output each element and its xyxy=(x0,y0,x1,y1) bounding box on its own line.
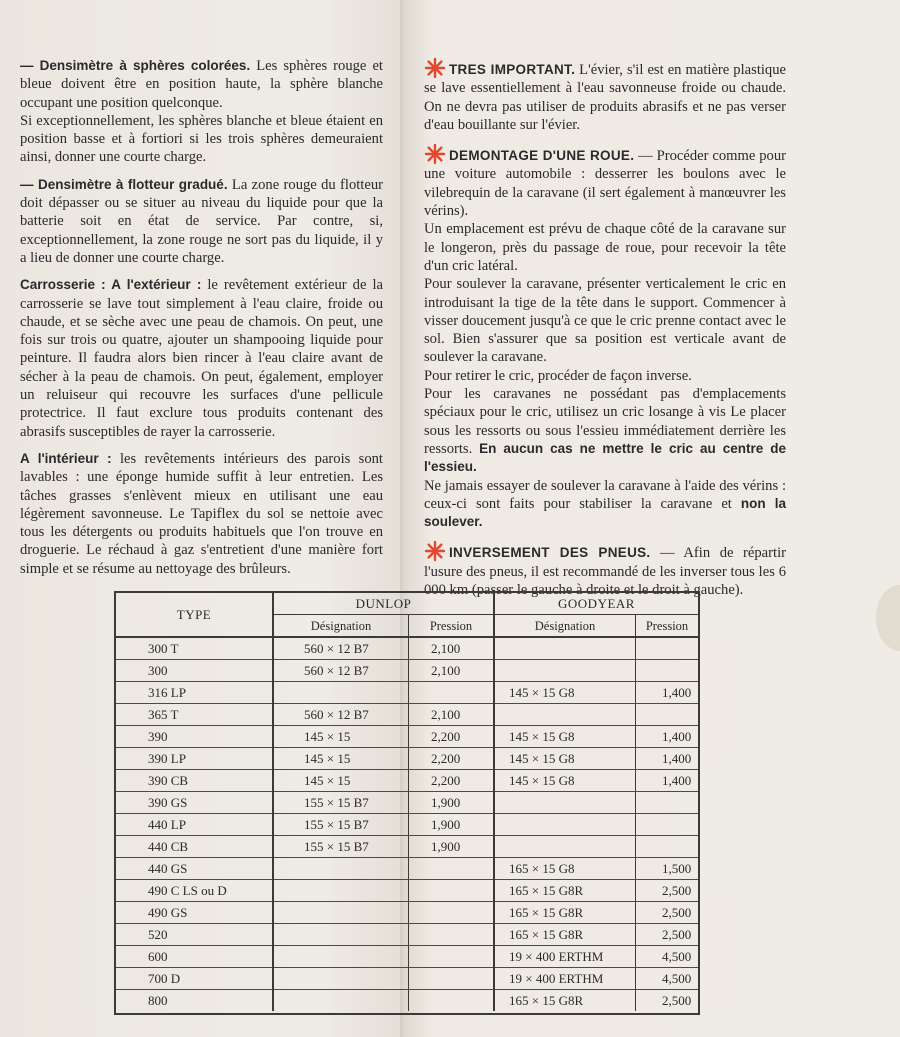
goodyear-pressure-cell xyxy=(636,637,699,660)
table-row xyxy=(116,880,698,902)
table-row xyxy=(116,946,698,968)
goodyear-designation-cell xyxy=(494,814,636,836)
type-cell: 440 CB xyxy=(116,836,273,858)
dunlop-designation-cell xyxy=(273,924,409,946)
dunlop-designation-cell: 145 × 15 xyxy=(273,726,409,748)
dunlop-designation-cell xyxy=(273,968,409,990)
type-cell: 800 xyxy=(116,990,273,1012)
dunlop-header: DUNLOP xyxy=(273,593,494,615)
goodyear-designation-cell: 19 × 400 ERTHM xyxy=(494,968,636,990)
dunlop-designation-cell xyxy=(273,682,409,704)
stabilizer-warning: non la soulever. xyxy=(424,495,786,530)
type-cell: 316 LP xyxy=(116,682,273,704)
dunlop-pressure-cell xyxy=(409,682,495,704)
dunlop-pressure-cell xyxy=(409,968,495,990)
dunlop-designation-cell: 560 × 12 B7 xyxy=(273,704,409,726)
goodyear-designation-cell: 145 × 15 G8 xyxy=(494,748,636,770)
stabilizer-text: Ne jamais essayer de soulever la caravane à l'aide des vérins : ceux-ci sont faits pour stabiliser la caravane et xyxy=(424,477,786,512)
table-row xyxy=(116,726,698,748)
diamond-jack-text: Pour les caravanes ne possédant pas d'emplacements spéciaux pour le cric, utilisez un cric losange à vis Le placer sous les ressorts ou sous l'essieu immédiatement derrière les ressorts. xyxy=(424,386,786,457)
dunlop-pressure-cell: 2,100 xyxy=(409,637,495,660)
goodyear-pressure-cell xyxy=(636,814,699,836)
goodyear-pressure-cell xyxy=(636,836,699,858)
goodyear-pressure-cell xyxy=(636,660,699,682)
table-row xyxy=(116,637,698,660)
type-cell: 390 CB xyxy=(116,770,273,792)
dunlop-designation-cell xyxy=(273,990,409,1012)
diamond-jack-warning: En aucun cas ne mettre le cric au centre de l'essieu. xyxy=(424,440,786,475)
goodyear-designation-cell: 145 × 15 G8 xyxy=(494,770,636,792)
goodyear-pressure-header: Pression xyxy=(636,615,699,638)
sink-heading: TRES IMPORTANT. xyxy=(449,62,576,77)
hydrometer-float-text: La zone rouge du flotteur doit dépasser ou se situer au niveau du liquide pour que la batterie soit en état de service. Par contre, si, exceptionnellement, la zone rouge ne sort pas du liquide, il y a lieu de donner une courte charge. xyxy=(20,176,384,266)
dunlop-pressure-cell: 2,100 xyxy=(409,704,495,726)
dunlop-pressure-header: Pression xyxy=(409,615,495,638)
dunlop-designation-cell: 560 × 12 B7 xyxy=(273,660,409,682)
type-cell: 490 C LS ou D xyxy=(116,880,273,902)
dunlop-pressure-cell xyxy=(409,858,495,880)
asterisk-star-icon xyxy=(424,143,446,165)
tyre-table xyxy=(114,591,700,1015)
type-cell: 440 GS xyxy=(116,858,273,880)
goodyear-designation-cell: 145 × 15 G8 xyxy=(494,682,636,704)
dunlop-designation-cell: 560 × 12 B7 xyxy=(273,637,409,660)
jack-lifting-text: Pour soulever la caravane, présenter verticalement le cric en introduisant la tige de la tête dans le support. Commencer à visser doucement jusqu'à ce que le cric prenne contact avec le sol. Bien s'assurer que sa position est verticale avant de soulever la caravane. xyxy=(424,276,786,366)
goodyear-pressure-cell xyxy=(636,792,699,814)
goodyear-pressure-cell: 1,400 xyxy=(636,770,699,792)
table-row xyxy=(116,968,698,990)
exterior-body-paragraph xyxy=(20,276,383,441)
hydrometer-spheres-heading: — Densimètre à sphères colorées. xyxy=(20,58,251,73)
goodyear-pressure-cell: 1,500 xyxy=(636,858,699,880)
goodyear-designation-cell: 145 × 15 G8 xyxy=(494,726,636,748)
hydrometer-float-paragraph xyxy=(20,176,383,267)
type-cell: 700 D xyxy=(116,968,273,990)
interior-heading: A l'intérieur : xyxy=(20,450,112,466)
goodyear-designation-cell: 19 × 400 ERTHM xyxy=(494,946,636,968)
goodyear-designation-cell: 165 × 15 G8R xyxy=(494,990,636,1012)
sink-paragraph xyxy=(424,57,786,134)
dunlop-pressure-cell xyxy=(409,990,495,1012)
type-cell: 365 T xyxy=(116,704,273,726)
table-row xyxy=(116,770,698,792)
wheel-removal-text: — Procéder comme pour une voiture automobile : desserrer les boulons avec le vilebrequin de la caravane (il sert également à manœuvrer les vérins). xyxy=(424,148,786,220)
goodyear-pressure-cell: 1,400 xyxy=(636,682,699,704)
dunlop-pressure-cell xyxy=(409,902,495,924)
goodyear-pressure-cell: 2,500 xyxy=(636,924,699,946)
table-row xyxy=(116,858,698,880)
dunlop-designation-cell: 145 × 15 xyxy=(273,770,409,792)
dunlop-pressure-cell xyxy=(409,924,495,946)
dunlop-pressure-cell: 2,200 xyxy=(409,770,495,792)
goodyear-pressure-cell xyxy=(636,704,699,726)
hydrometer-spheres-exception: Si exceptionnellement, les sphères blanche et bleue étaient en position basse et à fortiori si les trois sphères demeuraient ainsi, donner une courte charge. xyxy=(20,112,383,166)
goodyear-pressure-cell: 1,400 xyxy=(636,726,699,748)
goodyear-designation-cell xyxy=(494,836,636,858)
tyre-rotation-text: — Afin de répartir l'usure des pneus, il est recommandé de les inverser tous les 6 000 km (passer le gauche à droite et le droit à gauche). xyxy=(424,545,786,599)
exterior-body-text: le revêtement extérieur de la carrosserie se lave tout simplement à l'eau claire, froide ou chaude, et se sèche avec une peau de chamois. On peut, une fois sur trois ou quatre, ajouter un shampooing liquide pour peinture. Il faudra alors bien rincer à l'eau claire avant de sécher à la peau de chamois. On peut, également, employer un reluiseur qui recouvre les surfaces d'une pellicule protectrice. Il faut exclure tous produits contenant des abrasifs susceptibles de rayer la carrosserie. xyxy=(20,277,383,440)
goodyear-pressure-cell: 4,500 xyxy=(636,968,699,990)
diamond-jack-paragraph xyxy=(424,385,786,476)
goodyear-pressure-cell: 1,400 xyxy=(636,748,699,770)
table-row xyxy=(116,990,698,1012)
dunlop-designation-cell: 155 × 15 B7 xyxy=(273,836,409,858)
goodyear-designation-cell xyxy=(494,660,636,682)
type-cell: 520 xyxy=(116,924,273,946)
hydrometer-float-heading: — Densimètre à flotteur gradué. xyxy=(20,176,228,192)
table-row xyxy=(116,682,698,704)
type-cell: 490 GS xyxy=(116,902,273,924)
goodyear-pressure-cell: 2,500 xyxy=(636,902,699,924)
tyre-table-body xyxy=(116,637,698,1011)
exterior-body-heading: Carrosserie : A l'extérieur : xyxy=(20,277,202,293)
jack-location-text: Un emplacement est prévu de chaque côté de la caravane sur le longeron, près du passage de roue, pour recevoir la tête d'un cric latéral. xyxy=(424,221,786,274)
dunlop-designation-cell xyxy=(273,902,409,924)
dunlop-designation-cell: 145 × 15 xyxy=(273,748,409,770)
goodyear-pressure-cell: 2,500 xyxy=(662,992,692,1008)
type-cell: 300 xyxy=(116,660,273,682)
type-cell: 390 GS xyxy=(116,792,273,814)
type-cell: 390 LP xyxy=(116,748,273,770)
dunlop-pressure-cell: 2,200 xyxy=(409,748,495,770)
table-row xyxy=(116,704,698,726)
dunlop-pressure-cell: 2,100 xyxy=(409,660,495,682)
tyre-pressure-table xyxy=(116,593,698,1011)
interior-text: les revêtements intérieurs des parois sont lavables : une éponge humide suffit à leur entretien. Les tâches grasses s'enlèvent mieux en utilisant une eau légèrement savonneuse. Le Tapiflex du sol se nettoie avec tous les détergents ou produits habituels que l'on trouve en droguerie. Le réchaud à gaz s'entretient d'une manière fort simple et se résume au nettoyage des brûleurs. xyxy=(20,450,383,577)
wheel-removal-paragraph xyxy=(424,143,786,220)
dunlop-pressure-cell xyxy=(409,946,495,968)
dunlop-pressure-cell: 1,900 xyxy=(409,814,495,836)
goodyear-designation-cell: 165 × 15 G8R xyxy=(494,880,636,902)
jack-removal-text: Pour retirer le cric, procéder de façon inverse. xyxy=(424,367,692,384)
wheel-removal-heading: DEMONTAGE D'UNE ROUE. xyxy=(449,148,635,164)
type-cell: 440 LP xyxy=(116,814,273,836)
dunlop-designation-cell: 155 × 15 B7 xyxy=(273,814,409,836)
asterisk-star-icon xyxy=(424,57,446,79)
goodyear-designation-header: Désignation xyxy=(494,615,636,638)
goodyear-designation-cell: 165 × 15 G8 xyxy=(494,858,636,880)
type-cell: 300 T xyxy=(116,637,273,660)
dunlop-pressure-cell: 1,900 xyxy=(409,836,495,858)
left-column xyxy=(20,57,383,587)
dunlop-designation-cell xyxy=(273,880,409,902)
type-cell: 390 xyxy=(116,726,273,748)
tyre-rotation-heading: INVERSEMENT DES PNEUS. xyxy=(449,545,651,561)
dunlop-pressure-cell: 1,900 xyxy=(409,792,495,814)
interior-paragraph xyxy=(20,450,383,578)
table-row xyxy=(116,792,698,814)
dunlop-designation-cell xyxy=(273,858,409,880)
hydrometer-spheres-paragraph xyxy=(20,57,383,112)
sink-text: L'évier, s'il est en matière plastique se lave essentiellement à l'eau savonneuse froide ou chaude. On ne devra pas utiliser de produits abrasifs et ne pas verser d'eau bouillante sur l'évier. xyxy=(424,62,786,133)
hydrometer-spheres-text: Les sphères rouge et bleue doivent être en position haute, la sphère blanche occupant une position quelconque. xyxy=(20,58,383,111)
goodyear-designation-cell xyxy=(494,704,636,726)
dunlop-designation-header: Désignation xyxy=(273,615,409,638)
type-cell: 600 xyxy=(116,946,273,968)
table-row xyxy=(116,836,698,858)
goodyear-designation-cell xyxy=(494,637,636,660)
table-row xyxy=(116,814,698,836)
goodyear-header: GOODYEAR xyxy=(494,593,698,615)
table-row xyxy=(116,902,698,924)
goodyear-designation-cell: 165 × 15 G8R xyxy=(494,902,636,924)
stabilizer-paragraph xyxy=(424,477,786,532)
type-column-header: TYPE xyxy=(116,593,273,637)
goodyear-designation-cell xyxy=(494,792,636,814)
dunlop-pressure-cell xyxy=(409,880,495,902)
right-column xyxy=(424,57,786,608)
table-row xyxy=(116,924,698,946)
table-row xyxy=(116,660,698,682)
page-edge-tab xyxy=(876,585,900,651)
dunlop-designation-cell xyxy=(273,946,409,968)
asterisk-star-icon xyxy=(424,540,446,562)
goodyear-designation-cell: 165 × 15 G8R xyxy=(494,924,636,946)
goodyear-pressure-cell: 2,500 xyxy=(636,880,699,902)
table-row xyxy=(116,748,698,770)
goodyear-pressure-cell: 4,500 xyxy=(636,946,699,968)
dunlop-designation-cell: 155 × 15 B7 xyxy=(273,792,409,814)
dunlop-pressure-cell: 2,200 xyxy=(409,726,495,748)
